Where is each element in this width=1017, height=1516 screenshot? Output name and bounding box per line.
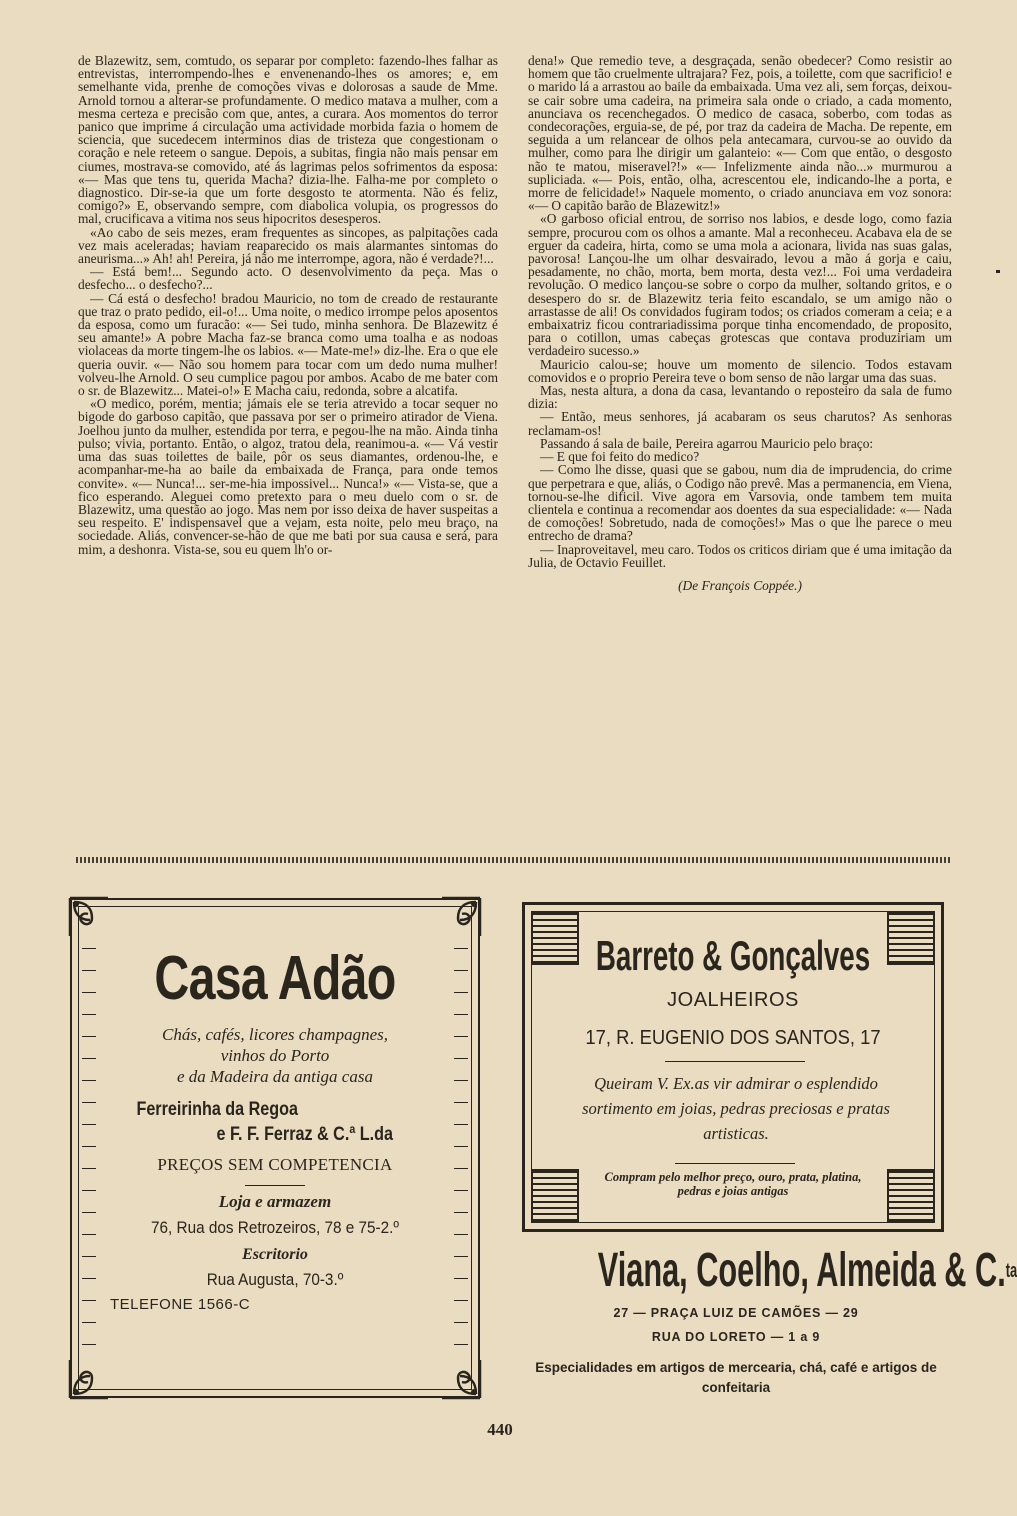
article-paragraph: Mas, nesta altura, a dona da casa, levantando o reposteiro da sala de fumo dizia: xyxy=(528,383,952,412)
grid-ornament-icon xyxy=(531,911,579,965)
article-paragraph: — Como lhe disse, quasi que se gabou, num dia de imprudencia, do crime que perpetrara e que, aliás, o Codigo não prevê. Mas a permanencia, em Viena, tornou-se-lhe dificil. Vive agora em Varsovia, onde tambem tem muita clientela e continua a recomendar aos doentes da sua especialidade: «— Nada de comoções! Sobretudo, nada de comoções!» Mas o que lhe parece o meu entrecho de drama? xyxy=(528,462,952,544)
ad-text: Queiram V. Ex.as vir admirar o esplendido sortimento em joias, pedras preciosas e pratas artisticas. xyxy=(582,1074,890,1143)
ad-office-label: Escritorio xyxy=(242,1246,308,1263)
ad-address: RUA DO LORETO — 1 a 9 xyxy=(651,1330,821,1344)
ad-firm-names xyxy=(130,1097,421,1147)
ad-title-text: Viana, Coelho, Almeida & C. xyxy=(597,1244,1006,1297)
article-right-column xyxy=(528,54,952,592)
corner-ornament-icon xyxy=(66,894,112,940)
ad-title: Casa Adão xyxy=(154,944,396,1013)
article-paragraph: dena!» Que remedio teve, a desgraçada, senão obedecer? Como resistir ao homem que tão cruelmente ultrajara? Fez, pois, a toilette, com que sacrificio! e o marido lá a arrastou ao baile da embaixada. Uma vez ali, sem forças, deixou-se cair sobre uma cadeira, na primeira sala onde o criado, a cada momento, anunciava os recenchegados. O medico de casaca, soberbo, com todas as condecorações, erguia-se, de pé, por traz da cadeira de Macha. De repente, em seguida a um relancear de olhos pela antecamara, curvou-se ao ouvido da mulher, como para lhe dirigir um galanteio: «— Com que então, o desgosto não te matou, miseravel?!» «— Infelizmente ainda não...» murmurou a supliciada. «— Pois, então, olha, acrescentou ele, indicando-lhe a porta, e morre de felicidade!» Naquele momento, o criado anunciava em voz sonora: «— O capitão barão de Blazewitz!» xyxy=(528,53,952,214)
article-paragraph: «O medico, porém, mentia; jámais ele se teria atrevido a tocar sequer no bigode do garboso capitão, que passava por ser o primeiro atirador de Viena. Joelhou junto da mulher, estendida por terra, e pegou-lhe na mão. Ainda tinha pulso; vivia, portanto. Então, o algoz, tratou dela, reanimou-a. «— Vá vestir uma das suas toilettes de baile, pôr os seus diamantes, ordenou-lhe, e acompanhar-me-ha ao baile da embaixada de França, para onde temos convite». «— Nunca!... ser-me-hia impossivel... Nunca!» «— Vista-se, que a fico esperando. Aleguei como pretexto para o meu duelo com o sr. de Blazewitz, uma questão ao jogo. Mas nem por isso deixa de haver suspeitas a seu respeito. E' indispensavel que a vejam, esta noite, pelo meu braço, na sociedade. Aliás, convencer-se-hão de que me bati por sua causa e será, para mim, a deshonra. Vista-se, sou eu quem lh'o or- xyxy=(78,396,498,557)
ad-rule xyxy=(665,1061,805,1062)
ad-rule xyxy=(245,1185,305,1186)
ad-store-address: 76, Rua dos Retrozeiros, 78 e 75-2.º xyxy=(151,1218,399,1237)
barreto-goncalves-advertisement xyxy=(522,902,944,1232)
ad-products-line: Chás, cafés, licores champagnes, xyxy=(161,1025,388,1044)
article-paragraph: — Inaproveitavel, meu caro. Todos os criticos diriam que é uma imitação da Julia, de Octavio Feuillet. xyxy=(528,541,952,570)
ad-title-sup: ta xyxy=(1005,1260,1017,1282)
ad-prices: PREÇOS SEM COMPETENCIA xyxy=(157,1155,393,1174)
ad-products-line: vinhos do Porto xyxy=(220,1046,330,1065)
ad-store-label: Loja e armazem xyxy=(218,1192,332,1211)
ad-rule xyxy=(675,1163,795,1164)
corner-ornament-icon xyxy=(438,1356,484,1402)
viana-coelho-advertisement xyxy=(520,1240,1017,1398)
article-paragraph: «Ao cabo de seis mezes, eram frequentes as sincopes, as palpitações cada vez mais aceleradas; haviam reaparecido os mais alarmantes sintomas do aneurisma...» Ah! ah! Pereira, já não me interrompe, agora, não é verdade?!... xyxy=(78,224,498,267)
article-paragraph: «O garboso oficial entrou, de sorriso nos labios, e desde logo, como fazia sempre, procurou com os olhos a amante. Mal a reconheceu. Acabava ela de se erguer da cadeira, hirta, como se uma mola a acionara, livida nas suas galas, pavorosa! Lançou-lhe um olhar desvairado, levou a mão á gorja e caiu, pesadamente, no chão, morta, bem morta, desta vez!... Foi uma verdadeira revolução. O medico lançou-se sobre o corpo da mulher, soltando gritos, e o desespero do sr. de Blazewitz teria feito escandalo, se um amigo não o arrastasse de ali! Os convidados fugiram todos; os criados comeram a ceia; e a embaixatriz ficou contrariadissima porque tinha encomendado, de proposito, para o cotillon, umas cabeças grotescas que contava produziriam um verdadeiro sucesso.» xyxy=(528,211,952,359)
ad-title xyxy=(597,1240,1017,1302)
page-number: 440 xyxy=(487,1420,513,1439)
article-paragraph: Passando á sala de baile, Pereira agarrou Mauricio pelo braço: xyxy=(540,435,874,451)
casa-adao-advertisement xyxy=(70,898,480,1398)
margin-mark xyxy=(996,270,1000,273)
grid-ornament-icon xyxy=(887,911,935,965)
article-paragraph: — Então, meus senhores, já acabaram os seus charutos? As senhoras reclamam-os! xyxy=(528,409,952,438)
ad-content xyxy=(104,944,446,1313)
article-signature: (De François Coppée.) xyxy=(678,577,802,593)
article-paragraph: de Blazewitz, sem, comtudo, os separar por completo: fazendo-lhes falhar as entrevistas, interrompendo-lhes e envenenando-lhes os amores; e, em semelhante vida, prenhe de comoções vivas e dolorosas a saude de Mme. Arnold tornou a alterar-se profundamente. O medico matava a mulher, com a mesma certeza e precisão com que, antes, a curara. Aos momentos do terror panico que imprime á circulação uma actividade morbida fazia o homem de sciencia, que sucedecem interminos dias de tristeza que congestionam o coração e nele reteem o sangue. Depois, a subitas, fingia não mais pensar em ciumes, mostrava-se comovido, até ás lagrimas pelos sofrimentos da esposa: «— Mas que tens tu, querida Macha? dizia-lhe. Falha-me por completo o diagnostico. Dir-se-ia que um forte desgosto te atormenta. Não és feliz, comigo?» E, observando sempre, com diabolica volupia, os progressos do mal, crucificava a vitima nos seus hipocritos desesperos. xyxy=(78,53,498,227)
ad-side-ornament xyxy=(82,948,96,1348)
section-divider xyxy=(76,857,952,863)
article-paragraph: — Cá está o desfecho! bradou Mauricio, no tom de creado de restaurante que traz o prato pedido, eil-o!... Uma noite, o medico irrompe pelos aposentos da esposa, como um furacão: «— Sei tudo, minha senhora. De Blazewitz é seu amante!» A pobre Macha faz-se branca como uma toalha e as nodoas violaceas da morte tingem-lhe os labios. «— Mate-me!» diz-lhe. Era o que ele queria ouvir. «— Não sou homem para tocar com um dedo numa mulher! volveu-lhe Arnold. O seu cumplice pagou por ambos. Acabo de me bater com o sr. de Blazewitz... Matei-o!» E Macha caiu, redonda, sobre a alcatifa. xyxy=(78,290,498,399)
ad-office-address: Rua Augusta, 70-3.º xyxy=(206,1270,344,1289)
ad-address: 17, R. EUGENIO DOS SANTOS, 17 xyxy=(585,1027,881,1049)
corner-ornament-icon xyxy=(438,894,484,940)
grid-ornament-icon xyxy=(887,1169,935,1223)
ad-subtitle: JOALHEIROS xyxy=(667,989,799,1011)
article-paragraph: Mauricio calou-se; houve um momento de silencio. Todos estavam comovidos e o proprio Pereira teve o bom senso de não largar uma das suas. xyxy=(528,356,952,385)
ad-specialties: Especialidades em artigos de mercearia, chá, café e artigos de confeitaria xyxy=(535,1360,937,1395)
ad-firm-line: Ferreirinha da Regoa xyxy=(136,1099,299,1120)
article-paragraph: — Está bem!... Segundo acto. O desenvolvimento da peça. Mas o desfecho... o desfecho?... xyxy=(78,264,498,293)
ad-phone: TELEFONE 1566-C xyxy=(110,1296,251,1313)
ad-title: Barreto & Gonçalves xyxy=(595,932,871,979)
ad-side-ornament xyxy=(454,948,468,1348)
article-left-column xyxy=(78,54,498,556)
ad-firm-line: e F. F. Ferraz & C.ª L.da xyxy=(216,1124,393,1145)
grid-ornament-icon xyxy=(531,1169,579,1223)
ad-products-line: e da Madeira da antiga casa xyxy=(177,1067,373,1086)
ad-products xyxy=(104,1024,446,1087)
ad-buy-notice: Compram pelo melhor preço, ouro, prata, platina, pedras e joias antigas xyxy=(604,1170,862,1198)
ad-address: 27 — PRAÇA LUIZ DE CAMÕES — 29 xyxy=(613,1306,859,1320)
corner-ornament-icon xyxy=(66,1356,112,1402)
article-paragraph: — E que foi feito do medico? xyxy=(540,449,700,465)
